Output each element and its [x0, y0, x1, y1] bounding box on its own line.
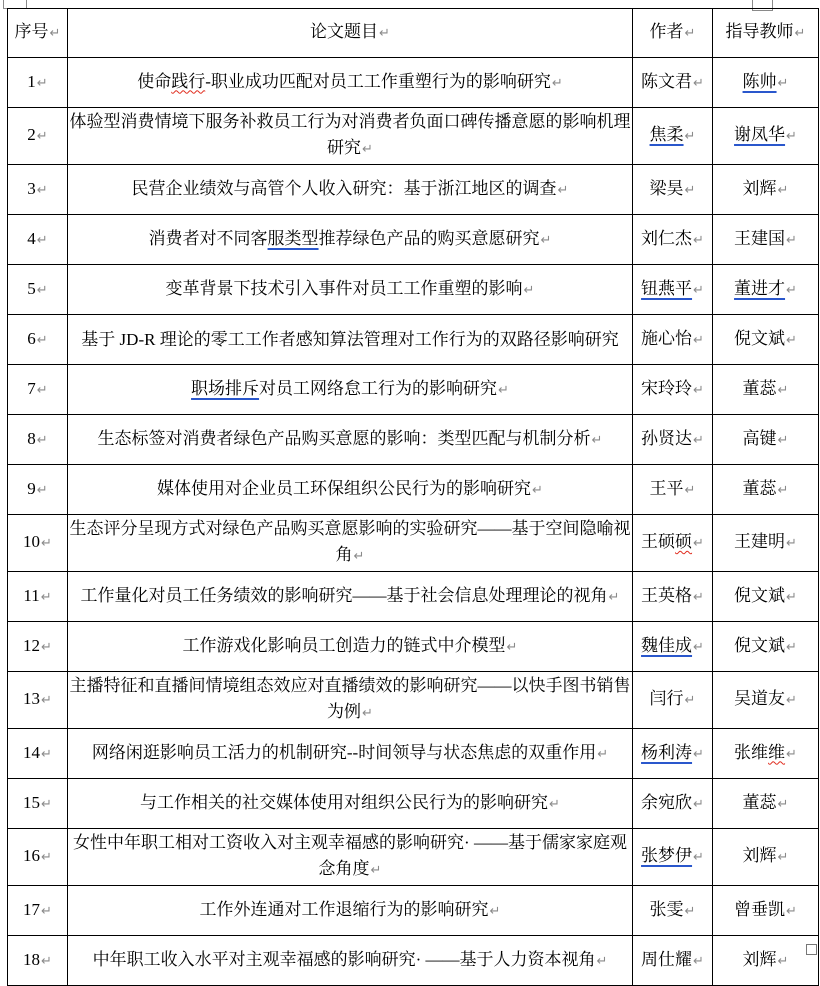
advisor-cell	[713, 729, 819, 779]
table-row	[8, 886, 819, 936]
author-cell	[633, 572, 713, 622]
advisor-name: 王建明	[734, 532, 786, 551]
author-name: 陈文君	[641, 71, 693, 91]
paragraph-mark: ↵	[36, 282, 48, 298]
paragraph-mark: ↵	[353, 549, 365, 564]
author-cell	[633, 215, 713, 265]
thesis-title-cell	[68, 886, 633, 936]
advisor-name: 刘辉	[742, 949, 777, 969]
paragraph-mark: ↵	[693, 850, 704, 865]
paragraph-mark: ↵	[786, 129, 797, 144]
row-number: 13	[23, 689, 41, 708]
thesis-title-text: 服类型	[267, 228, 319, 248]
author-name: 杨利涛	[641, 742, 693, 762]
author-name: 宋玲玲	[641, 378, 693, 398]
paragraph-mark: ↵	[36, 482, 48, 498]
paragraph-mark: ↵	[591, 432, 603, 448]
paragraph-mark: ↵	[557, 182, 569, 198]
paragraph-mark: ↵	[551, 75, 563, 91]
row-number-cell	[8, 936, 68, 986]
paragraph-mark: ↵	[693, 75, 704, 91]
table-row	[8, 465, 819, 515]
advisor-cell	[713, 936, 819, 986]
table-row	[8, 572, 819, 622]
row-number: 12	[23, 635, 41, 655]
table-row	[8, 108, 819, 165]
author-cell	[633, 729, 713, 779]
advisor-cell	[713, 365, 819, 415]
advisor-cell	[713, 515, 819, 572]
paragraph-mark: ↵	[532, 482, 543, 498]
paragraph-mark: ↵	[684, 26, 696, 41]
header-label: 序号	[14, 22, 49, 41]
author-name: 孙贤达	[641, 428, 693, 448]
table-row	[8, 315, 819, 365]
author-name: 余宛欣	[641, 792, 693, 812]
advisor-cell	[713, 265, 819, 315]
advisor-name: 董蕊	[742, 478, 777, 498]
thesis-title-cell	[68, 265, 633, 315]
advisor-cell	[713, 465, 819, 515]
paragraph-mark: ↵	[41, 693, 52, 708]
row-number: 15	[23, 792, 41, 812]
thesis-title-cell	[68, 365, 633, 415]
row-number: 6	[27, 328, 36, 348]
header-label: 作者	[649, 22, 684, 41]
row-number: 10	[23, 532, 41, 551]
paragraph-mark: ↵	[693, 746, 704, 762]
thesis-title-text: 与工作相关的社交媒体使用对组织公民行为的影响研究	[140, 792, 549, 812]
paragraph-mark: ↵	[777, 75, 789, 91]
thesis-title-text: 对员工网络怠工行为的影响研究	[259, 378, 498, 398]
paragraph-mark: ↵	[786, 332, 797, 348]
paragraph-mark: ↵	[36, 332, 48, 348]
author-cell	[633, 672, 713, 729]
advisor-cell	[713, 886, 819, 936]
thesis-title-cell	[68, 829, 633, 886]
table-row	[8, 729, 819, 779]
thesis-title-cell	[68, 729, 633, 779]
author-cell	[633, 108, 713, 165]
row-number: 18	[23, 949, 41, 969]
author-cell	[633, 165, 713, 215]
paragraph-mark: ↵	[786, 639, 797, 655]
author-cell	[633, 265, 713, 315]
paragraph-mark: ↵	[777, 953, 789, 969]
thesis-title-text: -职业成功匹配对员工工作重塑行为的影响研究	[205, 71, 551, 91]
paragraph-mark: ↵	[777, 182, 789, 198]
paragraph-mark: ↵	[41, 850, 52, 865]
thesis-title-text: 网络闲逛影响员工活力的机制研究--时间领导与状态焦虑的双重作用	[91, 742, 597, 762]
row-number: 9	[27, 478, 36, 498]
author-name: 施心怡	[641, 328, 693, 348]
thesis-title-cell	[68, 315, 633, 365]
author-cell	[633, 886, 713, 936]
thesis-title-cell	[68, 779, 633, 829]
table-row	[8, 672, 819, 729]
paragraph-mark: ↵	[36, 232, 48, 248]
row-number-cell	[8, 415, 68, 465]
thesis-title-text: 基于 JD-R 理论的零工工作者感知算法管理对工作行为的双路径影响研究	[81, 329, 619, 349]
paragraph-mark: ↵	[608, 589, 620, 605]
paragraph-mark: ↵	[597, 746, 609, 762]
paragraph-mark: ↵	[786, 232, 797, 248]
row-number-cell	[8, 672, 68, 729]
table-row	[8, 58, 819, 108]
thesis-title-text: 工作外连通对工作退缩行为的影响研究	[199, 899, 489, 919]
header-label: 指导教师	[725, 22, 794, 41]
advisor-cell	[713, 829, 819, 886]
row-number-cell	[8, 622, 68, 672]
advisor-name: 王建国	[734, 228, 786, 248]
advisor-name: 董蕊	[742, 378, 777, 398]
paragraph-mark: ↵	[41, 953, 52, 969]
thesis-title-cell	[68, 165, 633, 215]
thesis-title-cell	[68, 215, 633, 265]
row-number-cell	[8, 729, 68, 779]
paragraph-mark: ↵	[498, 382, 509, 398]
paragraph-mark: ↵	[40, 589, 52, 605]
paragraph-mark: ↵	[49, 26, 61, 41]
thesis-title-cell	[68, 672, 633, 729]
header-cell-no	[8, 9, 68, 58]
thesis-title-text: 推荐绿色产品的购买意愿研究	[318, 228, 540, 248]
row-number: 5	[27, 278, 36, 298]
paragraph-mark: ↵	[693, 232, 704, 248]
advisor-cell	[713, 779, 819, 829]
paragraph-mark: ↵	[684, 482, 696, 498]
paragraph-mark: ↵	[693, 639, 704, 655]
advisor-name: 曾垂凯	[734, 899, 786, 919]
paragraph-mark: ↵	[41, 746, 52, 762]
thesis-title-text: 生态评分呈现方式对绿色产品购买意愿影响的实验研究——基于空间隐喻视角	[69, 519, 631, 564]
thesis-title-text: 使命	[137, 71, 172, 91]
advisor-name: 倪文斌	[734, 585, 786, 605]
author-name: 张雯	[649, 899, 684, 919]
row-number-cell	[8, 515, 68, 572]
row-number: 4	[27, 228, 36, 248]
author-cell	[633, 465, 713, 515]
author-cell	[633, 58, 713, 108]
paragraph-mark: ↵	[693, 332, 704, 348]
table-row	[8, 265, 819, 315]
row-number-cell	[8, 779, 68, 829]
paragraph-mark: ↵	[693, 432, 704, 448]
row-number: 8	[27, 428, 36, 448]
paragraph-mark: ↵	[362, 706, 373, 721]
advisor-cell	[713, 572, 819, 622]
paragraph-mark: ↵	[370, 863, 382, 878]
paragraph-mark: ↵	[684, 693, 696, 708]
advisor-cell	[713, 58, 819, 108]
paragraph-mark: ↵	[777, 482, 789, 498]
author-cell	[633, 622, 713, 672]
author-name: 魏佳成	[641, 635, 693, 655]
paragraph-mark: ↵	[41, 903, 52, 919]
row-number-cell	[8, 572, 68, 622]
thesis-title-text: 女性中年职工相对工资收入对主观幸福感的影响研究· ——基于儒家家庭观念角度	[73, 833, 627, 878]
paragraph-mark: ↵	[693, 589, 704, 605]
paragraph-mark: ↵	[777, 432, 789, 448]
paragraph-mark: ↵	[684, 182, 696, 198]
table-row	[8, 829, 819, 886]
row-number-cell	[8, 108, 68, 165]
author-cell	[633, 779, 713, 829]
paragraph-mark: ↵	[36, 75, 48, 91]
thesis-title-text: 体验型消费情境下服务补救员工行为对消费者负面口碑传播意愿的影响机理研究	[69, 112, 631, 157]
author-name: 王平	[649, 478, 684, 498]
author-name: 梁昊	[649, 178, 684, 198]
thesis-title-text: 工作量化对员工任务绩效的影响研究——基于社会信息处理理论的视角	[80, 585, 608, 605]
row-number: 11	[23, 585, 40, 605]
thesis-title-text: 工作游戏化影响员工创造力的链式中介模型	[182, 635, 506, 655]
paragraph-mark: ↵	[523, 282, 535, 298]
paragraph-mark: ↵	[777, 796, 789, 812]
author-cell	[633, 315, 713, 365]
author-name: 刘仁杰	[641, 228, 693, 248]
thesis-title-text: 消费者对不同客	[148, 228, 268, 248]
thesis-title-cell	[68, 58, 633, 108]
header-cell-advisor	[713, 9, 819, 58]
paragraph-mark: ↵	[41, 796, 52, 812]
row-number: 3	[27, 178, 36, 198]
row-number-cell	[8, 886, 68, 936]
row-number: 7	[27, 378, 36, 398]
thesis-title-text: 变革背景下技术引入事件对员工工作重塑的影响	[165, 278, 523, 298]
paragraph-mark: ↵	[362, 142, 373, 157]
thesis-title-text: 职场排斥	[191, 378, 260, 398]
advisor-name: 董进才	[734, 278, 786, 298]
paragraph-mark: ↵	[540, 232, 552, 248]
paragraph-mark: ↵	[786, 903, 797, 919]
table-row	[8, 165, 819, 215]
thesis-title-text: 媒体使用对企业员工环保组织公民行为的影响研究	[157, 478, 532, 498]
row-number-cell	[8, 165, 68, 215]
thesis-title-text: 中年职工收入水平对主观幸福感的影响研究· ——基于人力资本视角	[92, 949, 596, 969]
author-name: 硕	[675, 532, 693, 551]
paragraph-mark: ↵	[506, 639, 518, 655]
advisor-name: 倪文斌	[734, 635, 786, 655]
paragraph-mark: ↵	[794, 26, 806, 41]
advisor-name: 张维	[734, 742, 769, 762]
author-name: 王英格	[641, 585, 693, 605]
row-number: 16	[23, 846, 41, 865]
row-number-cell	[8, 265, 68, 315]
author-cell	[633, 365, 713, 415]
paragraph-mark: ↵	[786, 746, 797, 762]
header-cell-title	[68, 9, 633, 58]
advisor-cell	[713, 315, 819, 365]
advisor-name: 谢凤华	[734, 125, 786, 144]
row-number-cell	[8, 829, 68, 886]
paragraph-mark: ↵	[684, 903, 696, 919]
table-row	[8, 515, 819, 572]
paragraph-mark: ↵	[693, 282, 704, 298]
thesis-title-text: 主播特征和直播间情境组态效应对直播绩效的影响研究——以快手图书销售为例	[69, 676, 631, 721]
author-name: 焦柔	[649, 125, 684, 144]
advisor-cell	[713, 622, 819, 672]
thesis-title-text: 民营企业绩效与高管个人收入研究：基于浙江地区的调查	[131, 178, 557, 198]
row-number: 14	[23, 742, 41, 762]
paragraph-mark: ↵	[786, 536, 797, 551]
author-name: 钮燕平	[641, 278, 693, 298]
advisor-name: 倪文斌	[734, 328, 786, 348]
paragraph-mark: ↵	[36, 129, 48, 144]
table-row	[8, 622, 819, 672]
paragraph-mark: ↵	[786, 693, 797, 708]
advisor-name: 刘辉	[742, 178, 777, 198]
header-cell-author	[633, 9, 713, 58]
paragraph-mark: ↵	[379, 26, 390, 41]
table-row	[8, 365, 819, 415]
advisor-name: 董蕊	[742, 792, 777, 812]
row-number-cell	[8, 58, 68, 108]
thesis-title-cell	[68, 415, 633, 465]
advisor-cell	[713, 165, 819, 215]
paragraph-mark: ↵	[489, 903, 501, 919]
paragraph-mark: ↵	[786, 282, 797, 298]
paragraph-mark: ↵	[693, 536, 704, 551]
paragraph-mark: ↵	[41, 536, 52, 551]
author-cell	[633, 936, 713, 986]
advisor-name: 高键	[742, 428, 777, 448]
thesis-title-cell	[68, 108, 633, 165]
paragraph-mark: ↵	[693, 953, 704, 969]
author-name: 闫行	[649, 689, 684, 708]
table-row	[8, 215, 819, 265]
paragraph-mark: ↵	[36, 182, 48, 198]
thesis-title-cell	[68, 572, 633, 622]
author-name: 张梦伊	[641, 846, 693, 865]
paragraph-mark: ↵	[596, 953, 608, 969]
thesis-title-cell	[68, 465, 633, 515]
row-number-cell	[8, 465, 68, 515]
advisor-name: 陈帅	[742, 71, 777, 91]
paragraph-mark: ↵	[549, 796, 560, 812]
thesis-title-text: 践行	[171, 71, 206, 91]
row-number: 1	[27, 71, 36, 91]
paragraph-mark: ↵	[786, 589, 797, 605]
row-number-cell	[8, 215, 68, 265]
table-row	[8, 936, 819, 986]
thesis-title-text: 生态标签对消费者绿色产品购买意愿的影响：类型匹配与机制分析	[97, 428, 591, 448]
thesis-title-cell	[68, 622, 633, 672]
row-number: 2	[27, 125, 36, 144]
advisor-name: 刘辉	[742, 846, 777, 865]
author-cell	[633, 515, 713, 572]
table-row	[8, 415, 819, 465]
table-row	[8, 779, 819, 829]
advisor-cell	[713, 108, 819, 165]
header-label: 论文题目	[310, 22, 379, 41]
paragraph-mark: ↵	[684, 129, 696, 144]
advisor-name: 吴道友	[734, 689, 786, 708]
paragraph-mark: ↵	[777, 850, 789, 865]
author-cell	[633, 829, 713, 886]
row-number-cell	[8, 315, 68, 365]
author-name: 周仕耀	[641, 949, 693, 969]
author-cell	[633, 415, 713, 465]
row-number: 17	[23, 899, 41, 919]
paragraph-mark: ↵	[693, 796, 704, 812]
paragraph-mark: ↵	[36, 382, 48, 398]
advisor-name: 维	[768, 742, 786, 762]
row-number-cell	[8, 365, 68, 415]
thesis-title-cell	[68, 515, 633, 572]
advisor-cell	[713, 415, 819, 465]
table-header-row	[8, 9, 819, 58]
advisor-cell	[713, 672, 819, 729]
table-body	[8, 9, 819, 986]
author-name: 王硕	[641, 532, 676, 551]
paragraph-mark: ↵	[693, 382, 704, 398]
paragraph-mark: ↵	[36, 432, 48, 448]
paragraph-mark: ↵	[41, 639, 52, 655]
thesis-title-cell	[68, 936, 633, 986]
thesis-table	[7, 8, 819, 986]
paragraph-mark: ↵	[777, 382, 789, 398]
advisor-cell	[713, 215, 819, 265]
